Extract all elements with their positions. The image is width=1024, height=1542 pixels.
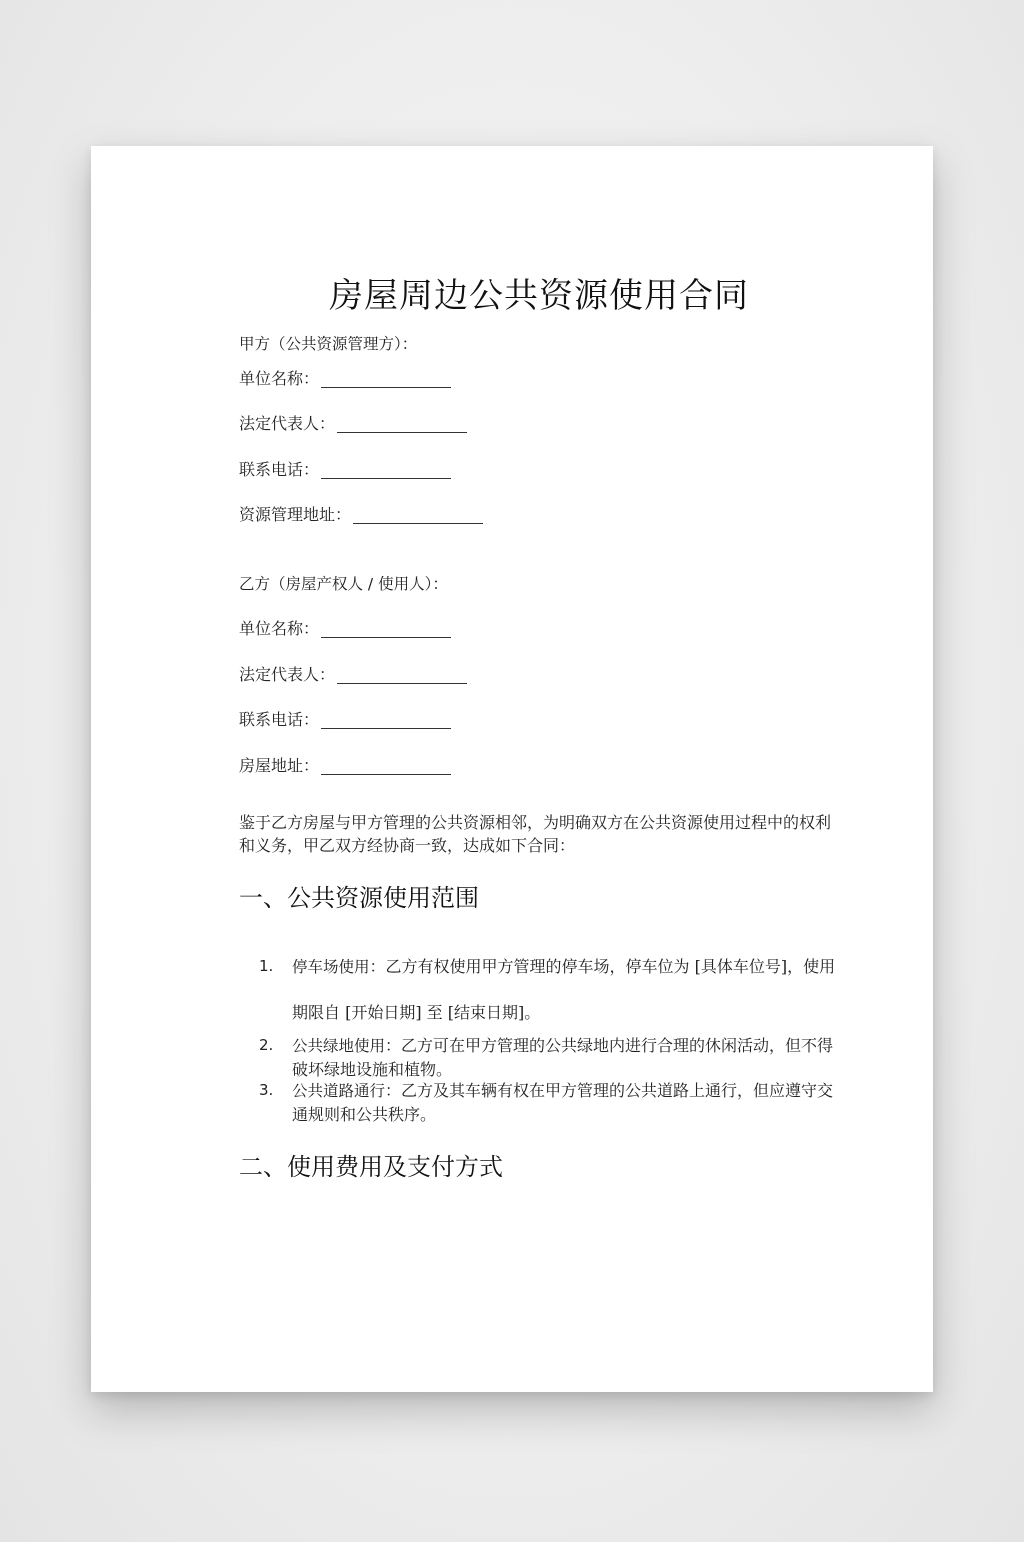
party-b-field-name (239, 618, 451, 640)
list-item (259, 1079, 839, 1126)
party-b-heading: 乙方（房屋产权人 / 使用人）： (239, 575, 448, 593)
list-item-body (292, 1034, 839, 1081)
list-item (259, 1034, 839, 1081)
field-label: 资源管理地址： (239, 505, 352, 524)
field-label: 单位名称： (239, 619, 320, 638)
section-1-heading: 一、公共资源使用范围 (239, 884, 479, 912)
party-a-heading: 甲方（公共资源管理方）： (239, 335, 418, 353)
list-item-text: ：乙方有权使用甲方管理的停车场，停车位为 [具体车位号]，使用期限自 [开始日期] 至 [结束日期]。 (292, 957, 836, 1022)
blank-line (321, 621, 451, 638)
field-label: 法定代表人： (239, 414, 336, 433)
blank-line (337, 416, 467, 433)
list-item (259, 955, 839, 1046)
list-number: 3. (259, 1081, 274, 1099)
blank-line (353, 507, 483, 524)
blank-line (321, 758, 451, 775)
party-a-field-name (239, 368, 451, 390)
blank-line (337, 667, 467, 684)
list-item-term: 公共道路通行 (292, 1082, 386, 1100)
list-item-term: 停车场使用 (292, 958, 370, 976)
list-number: 2. (259, 1036, 274, 1054)
field-label: 法定代表人： (239, 665, 336, 684)
blank-line (321, 712, 451, 729)
party-b-field-address (239, 755, 451, 777)
list-item-body (292, 944, 839, 1035)
party-b-field-representative (239, 664, 467, 686)
list-number: 1. (259, 957, 274, 975)
list-item-text: ：乙方可在甲方管理的公共绿地内进行合理的休闲活动，但不得破坏绿地设施和植物。 (292, 1036, 834, 1079)
list-item-body (292, 1079, 839, 1126)
party-a-field-phone (239, 459, 451, 481)
field-label: 房屋地址： (239, 756, 320, 775)
party-b-field-phone (239, 709, 451, 731)
section-2-heading: 二、使用费用及支付方式 (239, 1153, 503, 1181)
party-a-field-address (239, 504, 483, 526)
preamble-paragraph: 鉴于乙方房屋与甲方管理的公共资源相邻，为明确双方在公共资源使用过程中的权利和义务，甲乙双方经协商一致，达成如下合同： (239, 813, 832, 855)
party-a-field-representative (239, 413, 467, 435)
blank-line (321, 462, 451, 479)
document-page (91, 146, 933, 1392)
list-item-term: 公共绿地使用 (292, 1037, 386, 1055)
list-item-text: ：乙方及其车辆有权在甲方管理的公共道路上通行，但应遵守交通规则和公共秩序。 (292, 1081, 834, 1124)
field-label: 单位名称： (239, 369, 320, 388)
blank-line (321, 371, 451, 388)
field-label: 联系电话： (239, 710, 320, 729)
document-title: 房屋周边公共资源使用合同 (329, 276, 749, 316)
field-label: 联系电话： (239, 460, 320, 479)
